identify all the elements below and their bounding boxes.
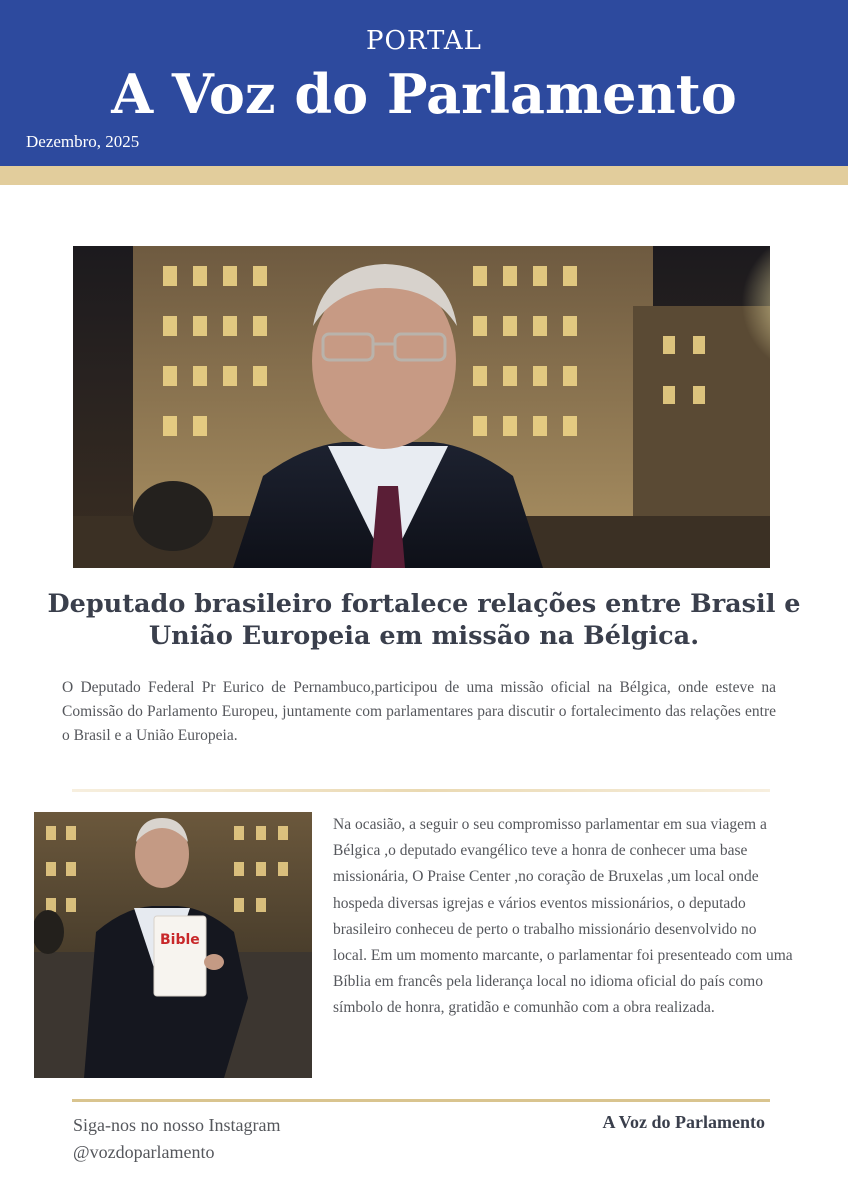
follow-label: Siga-nos no nosso Instagram	[73, 1115, 281, 1135]
portal-kicker: PORTAL	[366, 26, 482, 56]
article-body: Na ocasião, a seguir o seu compromisso parlamentar em sua viagem a Bélgica ,o deputado evangélico teve a honra de conhecer uma base missionária, O Praise Center ,no coração de Bruxelas ,um local onde hospeda diversas igrejas e vários eventos missionários, o deputado brasileiro conheceu de perto o trabalho missionário desenvolvido no local. Em um momento marcante, o parlamentar foi presenteado com uma Bíblia em francês pela liderança local no idioma oficial do país como símbolo de honra, gratidão e comunhão com a obra realizada.	[333, 816, 793, 1017]
footer-divider	[72, 1099, 770, 1102]
bible-photo-image	[34, 812, 312, 1078]
footer-brand: A Voz do Parlamento	[602, 1112, 765, 1132]
publication-title: A Voz do Parlamento	[111, 62, 737, 126]
issue-date: Dezembro, 2025	[26, 132, 140, 151]
masthead-header	[0, 0, 848, 166]
instagram-handle[interactable]: @vozdoparlamento	[73, 1142, 215, 1162]
article-lead: O Deputado Federal Pr Eurico de Pernambuco,participou de uma missão oficial na Bélgica, onde esteve na Comissão do Parlamento Europeu, juntamente com parlamentares para discutir o fortalecimento das relações entre o Brasil e a União Europeia.	[62, 679, 776, 744]
main-photo-image	[73, 246, 770, 568]
bible-label: Bible	[160, 932, 200, 948]
section-divider	[72, 789, 770, 792]
instagram-follow[interactable]	[73, 1112, 280, 1166]
main-photo	[73, 246, 770, 568]
bible-photo	[34, 812, 312, 1078]
article-headline: Deputado brasileiro fortalece relações entre Brasil e União Europeia em missão na Bélgica.	[47, 589, 801, 651]
header-accent-band	[0, 166, 848, 185]
bible-book	[154, 916, 206, 996]
